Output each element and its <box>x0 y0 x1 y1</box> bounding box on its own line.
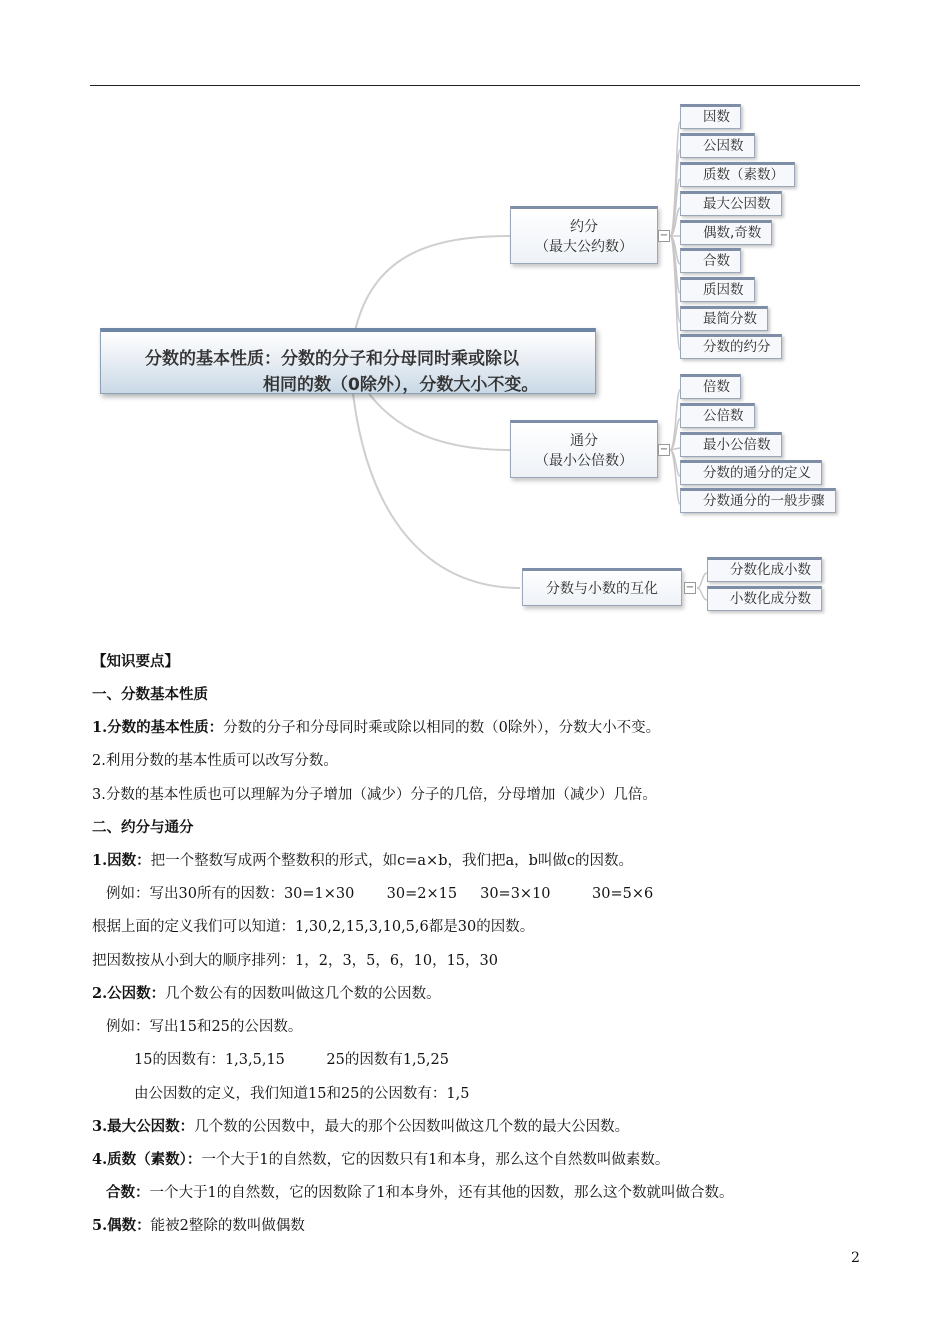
s2-item4-text: 一个大于1的自然数，它的因数只有1和本身，那么这个自然数叫做素数。 <box>201 1152 670 1168</box>
s2-item4 <box>92 1148 669 1169</box>
s2-example1: 例如：写出30所有的因数：30=1×30 30=2×15 30=3×10 30=5×6 <box>106 886 654 902</box>
leaf-zuixiaogongbeishu[interactable]: 最小公倍数 <box>680 432 782 457</box>
s2-note2: 把因数按从小到大的顺序排列：1，2，3，5，6，10，15，30 <box>92 953 498 969</box>
s2-item4b-text: 一个大于1的自然数，它的因数除了1和本身外，还有其他的因数，那么这个数就叫做合数。 <box>149 1185 734 1201</box>
branch-yuefen-subtitle: （最大公约数） <box>535 239 633 255</box>
key-points-heading: 【知识要点】 <box>92 653 179 670</box>
leaf-tongfen-buzhou[interactable]: 分数通分的一般步骤 <box>680 488 836 513</box>
s1-item1-term: 1.分数的基本性质： <box>92 719 224 736</box>
s2-item1-term: 1.因数： <box>92 852 151 869</box>
branch-yuefen[interactable] <box>510 206 658 264</box>
branch-huhua[interactable]: 分数与小数的互化 <box>522 568 682 606</box>
leaf-zhiyinshu[interactable]: 质因数 <box>680 277 755 302</box>
s2-item3-term: 3.最大公因数： <box>92 1118 195 1135</box>
leaf-zuijianfenshu[interactable]: 最简分数 <box>680 306 768 331</box>
collapse-icon[interactable]: − <box>685 582 695 593</box>
leaf-fenshu-to-xiaoshu[interactable]: 分数化成小数 <box>707 557 822 582</box>
root-node-line2: 相同的数（0除外），分数大小不变。 <box>263 375 539 395</box>
s1-item2: 2.利用分数的基本性质可以改写分数。 <box>92 753 338 769</box>
mind-map <box>0 0 950 640</box>
connector-root-huhua <box>350 361 520 588</box>
s2-item1 <box>92 849 633 870</box>
branch-tongfen-title: 通分 <box>570 433 598 449</box>
s2-example2-a: 15的因数有：1,3,5,15 25的因数有1,5,25 <box>134 1052 449 1068</box>
s2-item4b-term: 合数： <box>106 1184 150 1201</box>
s2-item5-text: 能被2整除的数叫做偶数 <box>150 1218 305 1234</box>
s2-item2-term: 2.公因数： <box>92 985 166 1002</box>
branch-tongfen-subtitle: （最小公倍数） <box>535 453 633 469</box>
leaf-gongyinshu[interactable]: 公因数 <box>680 133 755 158</box>
s1-item1 <box>92 716 660 737</box>
leaf-xiaoshu-to-fenshu[interactable]: 小数化成分数 <box>707 586 822 611</box>
leaf-zhishu[interactable]: 质数（素数） <box>680 162 795 187</box>
leaf-tongfen-dingyi[interactable]: 分数的通分的定义 <box>680 460 822 485</box>
s2-item4b <box>106 1181 733 1202</box>
leaf-beishu[interactable]: 倍数 <box>680 374 741 399</box>
s2-item1-text: 把一个整数写成两个整数积的形式，如c=a×b，我们把a，b叫做c的因数。 <box>150 853 634 869</box>
branch-tongfen[interactable] <box>510 420 658 478</box>
s1-item1-text: 分数的分子和分母同时乘或除以相同的数（0除外），分数大小不变。 <box>223 720 661 736</box>
s2-item2 <box>92 982 441 1003</box>
s2-item2-text: 几个数公有的因数叫做这几个数的公因数。 <box>165 986 441 1002</box>
mind-map-connectors <box>0 0 950 640</box>
branch-yuefen-title: 约分 <box>570 219 598 235</box>
leaf-fenshu-yuefen[interactable]: 分数的约分 <box>680 334 782 359</box>
section1-heading: 一、分数基本性质 <box>92 686 208 703</box>
leaf-zuidagongyinshu[interactable]: 最大公因数 <box>680 191 782 216</box>
s2-item3-text: 几个数的公因数中，最大的那个公因数叫做这几个数的最大公因数。 <box>194 1119 630 1135</box>
collapse-icon[interactable]: − <box>659 230 669 241</box>
s1-item3: 3.分数的基本性质也可以理解为分子增加（减少）分子的几倍，分母增加（减少）几倍。 <box>92 787 657 803</box>
s2-example2-b: 由公因数的定义，我们知道15和25的公因数有：1,5 <box>134 1086 470 1102</box>
leaf-yinshu[interactable]: 因数 <box>680 104 741 129</box>
root-node[interactable] <box>100 328 596 394</box>
s2-item4-term: 4.质数（素数）： <box>92 1151 202 1168</box>
leaf-gongbeishu[interactable]: 公倍数 <box>680 403 755 428</box>
root-node-line1: 分数的基本性质：分数的分子和分母同时乘或除以 <box>145 349 519 369</box>
section2-heading: 二、约分与通分 <box>92 819 194 836</box>
page-number: 2 <box>851 1250 860 1266</box>
s2-example2: 例如：写出15和25的公因数。 <box>106 1019 303 1035</box>
s2-item3 <box>92 1115 629 1136</box>
s2-item5 <box>92 1214 305 1235</box>
s2-item5-term: 5.偶数： <box>92 1217 151 1234</box>
leaf-oushu-jishu[interactable]: 偶数,奇数 <box>680 220 772 245</box>
s2-note1: 根据上面的定义我们可以知道：1,30,2,15,3,10,5,6都是30的因数。 <box>92 919 535 935</box>
leaf-heshu[interactable]: 合数 <box>680 248 741 273</box>
collapse-icon[interactable]: − <box>659 444 669 455</box>
